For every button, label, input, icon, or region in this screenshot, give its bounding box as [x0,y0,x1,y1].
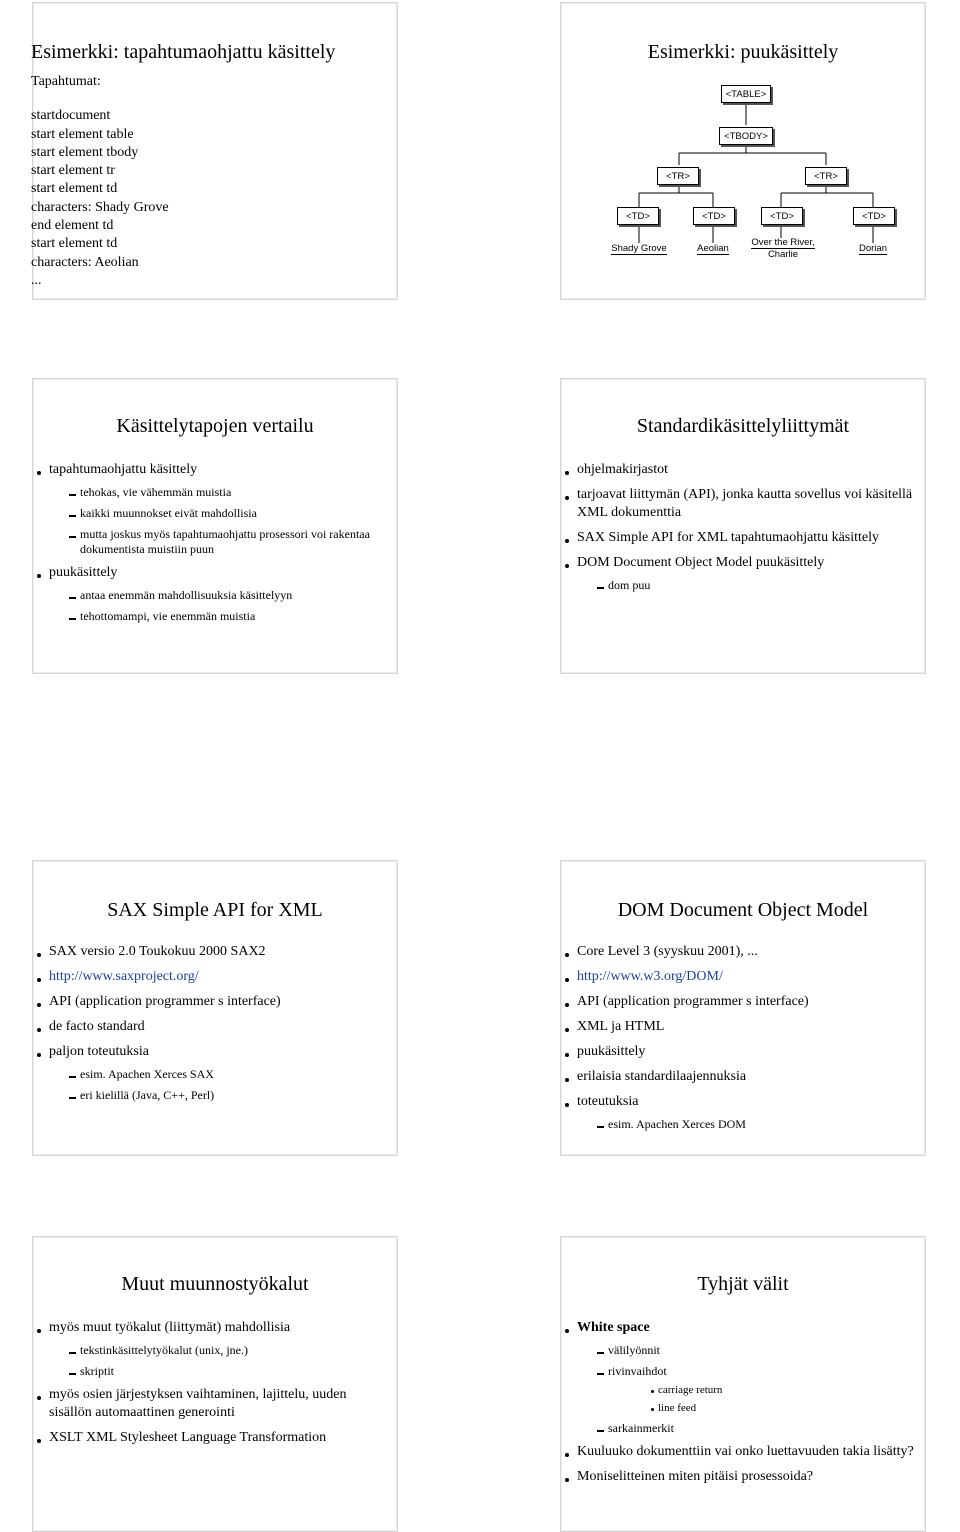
bullet-item: Kuuluuko dokumenttiin vai onko luettavuuden takia lisätty? [561,1443,919,1461]
slide-title: Esimerkki: tapahtumaohjattu käsittely [31,41,336,63]
sub-item: tehottomampi, vie enemmän muistia [49,609,391,624]
events-heading: Tapahtumat: [31,74,101,89]
bullet-list [561,943,919,1139]
event-line: characters: Aeolian [31,254,139,270]
slide-event-example [32,2,398,300]
event-line: start element tr [31,163,115,179]
sub-list [49,588,391,624]
leaf-text: Over the River, Charlie [751,237,815,260]
sub-sub-item: line feed [608,1401,919,1415]
sub-item: rivinvaihdot carriage return line feed [577,1364,919,1415]
event-line: characters: Shady Grove [31,199,169,215]
bullet-item [561,968,919,986]
sub-list [577,578,919,593]
sub-item: dom puu [577,578,919,593]
bullet-item: ohjelmakirjastot [561,461,919,479]
bullet-item: API (application programmer s interface) [561,993,919,1011]
bullet-list [33,943,391,1110]
sub-item: esim. Apachen Xerces SAX [49,1067,391,1082]
slide-title: Käsittelytapojen vertailu [116,415,314,437]
slide-comparison [32,378,398,674]
sub-list [577,1117,919,1132]
sub-sub-item: carriage return [608,1383,919,1397]
slide-title: DOM Document Object Model [617,899,869,921]
bullet-item: White space välilyönnit rivinvaihdot carriage return line feed sarkainmerkit [561,1319,919,1436]
sub-item: mutta joskus myös tapahtumaohjattu prosessori voi rakentaa dokumentista muistiin puun [49,527,391,557]
bullet-item: puukäsittely antaa enemmän mahdollisuuksia käsittelyyn tehottomampi, vie enemmän muistia [33,564,391,624]
leaf-text: Shady Grove [611,243,667,254]
bullet-item: paljon toteutuksia esim. Apachen Xerces SAX eri kielillä (Java, C++, Perl) [33,1043,391,1103]
bullet-item: SAX versio 2.0 Toukokuu 2000 SAX2 [33,943,391,961]
sub-list [577,1343,919,1436]
sub-list [49,1343,391,1379]
event-line: start element td [31,181,118,197]
slide-tree-example [560,2,926,300]
bullet-item: erilaisia standardilaajennuksia [561,1068,919,1086]
bullet-item: puukäsittely [561,1043,919,1061]
slide-standard-interfaces [560,378,926,674]
sub-item: esim. Apachen Xerces DOM [577,1117,919,1132]
sub-item: skriptit [49,1364,391,1379]
bullet-list [33,461,391,631]
td-node: <TD> [853,207,895,225]
bullet-list [561,461,919,600]
event-line: start element tbody [31,144,139,160]
bullet-item [33,968,391,986]
bullet-item: SAX Simple API for XML tapahtumaohjattu käsittely [561,529,919,547]
sub-sub-list [608,1383,919,1415]
slide-dom [560,860,926,1156]
sub-item: tekstinkäsittelytyökalut (unix, jne.) [49,1343,391,1358]
bullet-item: de facto standard [33,1018,391,1036]
bullet-item: Core Level 3 (syyskuu 2001), ... [561,943,919,961]
w3c-dom-link[interactable]: http://www.w3.org/DOM/ [577,969,723,984]
slide-title: Tyhjät välit [697,1273,789,1295]
sub-item: välilyönnit [577,1343,919,1358]
table-node: <TABLE> [721,85,771,103]
event-list [31,73,169,290]
event-line: start element td [31,236,118,252]
sub-item: kaikki muunnokset eivät mahdollisia [49,506,391,521]
tbody-node: <TBODY> [719,127,773,145]
leaf-text: Aeolian [697,243,729,254]
slide-whitespace [560,1236,926,1532]
bullet-item: tapahtumaohjattu käsittely tehokas, vie vähemmän muistia kaikki muunnokset eivät mahdollisia mutta joskus myös tapahtumaohjattu prosessori voi rakentaa dokumentista muistiin puun [33,461,391,557]
bullet-list [561,1319,919,1493]
bullet-item: Moniselitteinen miten pitäisi prosessoida? [561,1468,919,1486]
slide-title: SAX Simple API for XML [107,899,323,921]
sub-item: eri kielillä (Java, C++, Perl) [49,1088,391,1103]
leaf-text: Dorian [859,243,887,254]
sub-list [49,485,391,557]
sub-item: tehokas, vie vähemmän muistia [49,485,391,500]
bullet-item: API (application programmer s interface) [33,993,391,1011]
bullet-list [33,1319,391,1454]
bullet-item: myös osien järjestyksen vaihtaminen, lajittelu, uuden sisällön automaattinen generointi [33,1386,391,1422]
saxproject-link[interactable]: http://www.saxproject.org/ [49,969,199,984]
slide-sax [32,860,398,1156]
bullet-item: toteutuksia esim. Apachen Xerces DOM [561,1093,919,1132]
dom-tree-diagram [601,83,891,273]
bullet-item: XML ja HTML [561,1018,919,1036]
td-node: <TD> [693,207,735,225]
td-node: <TD> [761,207,803,225]
bullet-item: XSLT XML Stylesheet Language Transformation [33,1429,391,1447]
event-line: end element td [31,218,114,234]
tr-node: <TR> [805,167,847,185]
bullet-item: myös muut työkalut (liittymät) mahdollisia tekstinkäsittelytyökalut (unix, jne.) skriptit [33,1319,391,1379]
sub-item: sarkainmerkit [577,1421,919,1436]
event-line: ... [31,272,42,288]
bullet-item: DOM Document Object Model puukäsittely dom puu [561,554,919,593]
tr-node: <TR> [657,167,699,185]
sub-list [49,1067,391,1103]
bullet-item: tarjoavat liittymän (API), jonka kautta sovellus voi käsitellä XML dokumenttia [561,486,919,522]
sub-item: antaa enemmän mahdollisuuksia käsittelyyn [49,588,391,603]
slide-title: Standardikäsittelyliittymät [636,415,850,437]
event-line: startdocument [31,108,111,124]
slide-title: Esimerkki: puukäsittely [647,41,839,63]
slide-title: Muut muunnostyökalut [121,1273,309,1295]
td-node: <TD> [617,207,659,225]
slide-other-tools [32,1236,398,1532]
event-line: start element table [31,126,134,142]
